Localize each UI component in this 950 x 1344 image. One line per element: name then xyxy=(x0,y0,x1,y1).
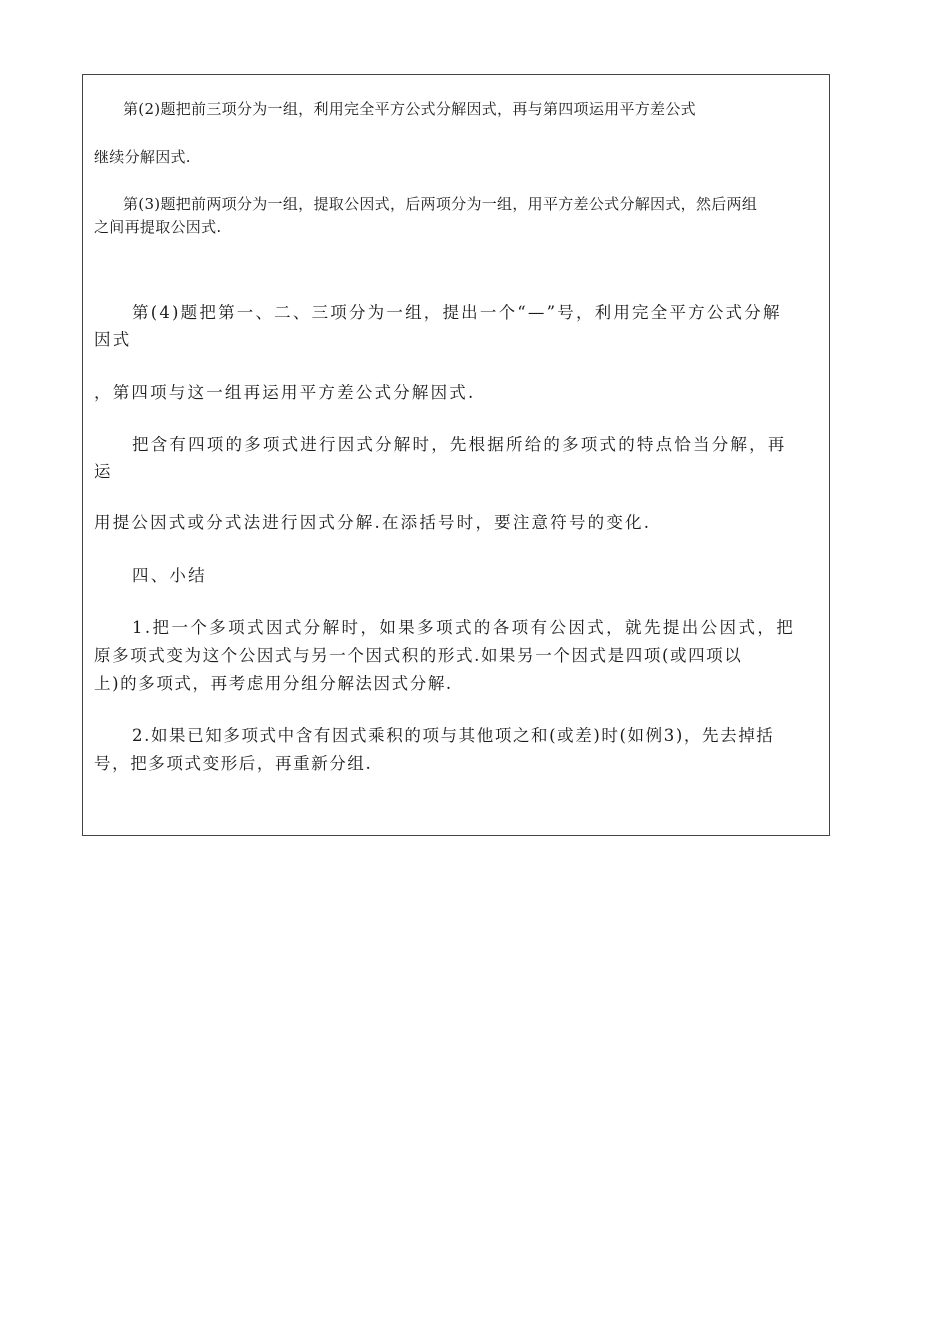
summary-heading: 四、小结 xyxy=(132,566,207,585)
summary-1-line-2: 原多项式变为这个公因式与另一个因式积的形式.如果另一个因式是四项(或四项以 xyxy=(94,646,743,665)
paragraph-5-line-2: 运 xyxy=(94,462,113,481)
summary-2-line-2: 号，把多项式变形后，再重新分组. xyxy=(94,754,373,773)
paragraph-3-line-1: 第(3)题把前两项分为一组，提取公因式，后两项分为一组，用平方差公式分解因式，然后两组 xyxy=(123,195,758,213)
summary-1-line-1: 1.把一个多项式因式分解时，如果多项式的各项有公因式，就先提出公因式，把 xyxy=(132,618,796,637)
summary-2-line-1: 2.如果已知多项式中含有因式乘积的项与其他项之和(或差)时(如例3)，先去掉括 xyxy=(132,726,775,745)
paragraph-2-line-2: 继续分解因式. xyxy=(94,148,191,166)
paragraph-5-line-3: 用提公因式或分式法进行因式分解.在添括号时，要注意符号的变化. xyxy=(94,513,652,532)
paragraph-5-line-1: 把含有四项的多项式进行因式分解时，先根据所给的多项式的特点恰当分解，再 xyxy=(132,435,787,454)
paragraph-2-line-1: 第(2)题把前三项分为一组，利用完全平方公式分解因式，再与第四项运用平方差公式 xyxy=(123,100,696,118)
paragraph-4-line-2: 因式 xyxy=(94,330,132,349)
summary-1-line-3: 上)的多项式，再考虑用分组分解法因式分解. xyxy=(94,674,453,693)
paragraph-3-line-2: 之间再提取公因式. xyxy=(94,218,222,236)
content-box xyxy=(82,74,830,836)
paragraph-4-line-1: 第(4)题把第一、二、三项分为一组，提出一个“—”号，利用完全平方公式分解 xyxy=(132,303,782,322)
paragraph-4-line-3: ，第四项与这一组再运用平方差公式分解因式. xyxy=(94,383,476,402)
